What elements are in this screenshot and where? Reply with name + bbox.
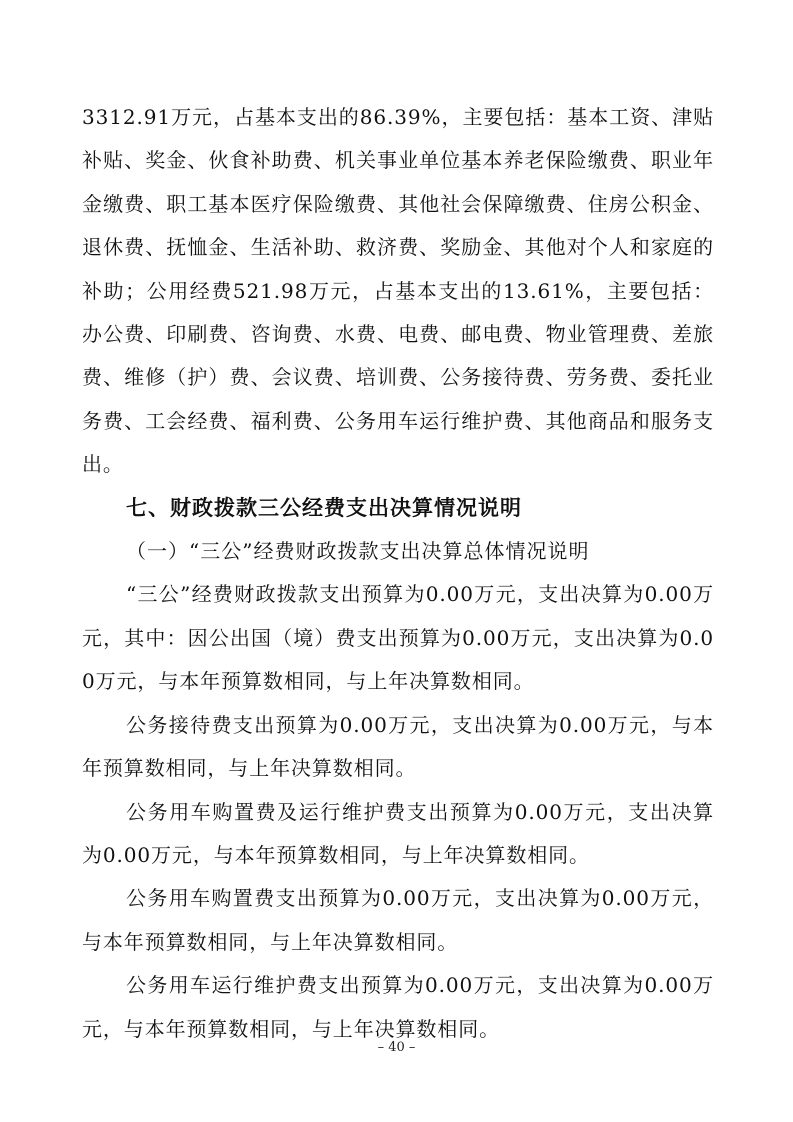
paragraph-basic-expenditure-breakdown: 3312.91万元，占基本支出的86.39%，主要包括：基本工资、津贴补贴、奖金、伙食补助费、机关事业单位基本养老保险缴费、职业年金缴费、职工基本医疗保险缴费、其他社会保障缴费、住房公积金、退休费、抚恤金、生活补助、救济费、奖励金、其他对个人和家庭的补助；公用经费521.98万元，占基本支出的13.61%，主要包括：办公费、印刷费、咨询费、水费、电费、邮电费、物业管理费、差旅费、维修（护）费、会议费、培训费、公务接待费、劳务费、委托业务费、工会经费、福利费、公务用车运行维护费、其他商品和服务支出。	[82, 105, 714, 477]
page-number: – 40 –	[377, 1040, 416, 1055]
paragraph-overall-and-overseas-travel: “三公”经费财政拨款支出预算为0.00万元，支出决算为0.00万元，其中：因公出国（境）费支出预算为0.00万元，支出决算为0.00万元，与本年预算数相同，与上年决算数相同。	[82, 582, 714, 694]
paragraph-official-reception: 公务接待费支出预算为0.00万元，支出决算为0.00万元，与本年预算数相同，与上年决算数相同。	[82, 712, 714, 781]
document-body	[82, 96, 714, 1051]
section-heading-three-public-expenses: 七、财政拨款三公经费支出决算情况说明	[126, 495, 522, 520]
paragraph-vehicle-purchase-and-operation: 公务用车购置费及运行维护费支出预算为0.00万元，支出决算为0.00万元，与本年预算数相同，与上年决算数相同。	[82, 799, 714, 867]
subsection-heading-overall: （一）“三公”经费财政拨款支出决算总体情况说明	[126, 539, 590, 564]
paragraph-vehicle-purchase: 公务用车购置费支出预算为0.00万元，支出决算为0.00万元，与本年预算数相同，与上年决算数相同。	[82, 886, 714, 954]
paragraph-vehicle-operation: 公务用车运行维护费支出预算为0.00万元，支出决算为0.00万元，与本年预算数相同，与上年决算数相同。	[82, 973, 714, 1041]
